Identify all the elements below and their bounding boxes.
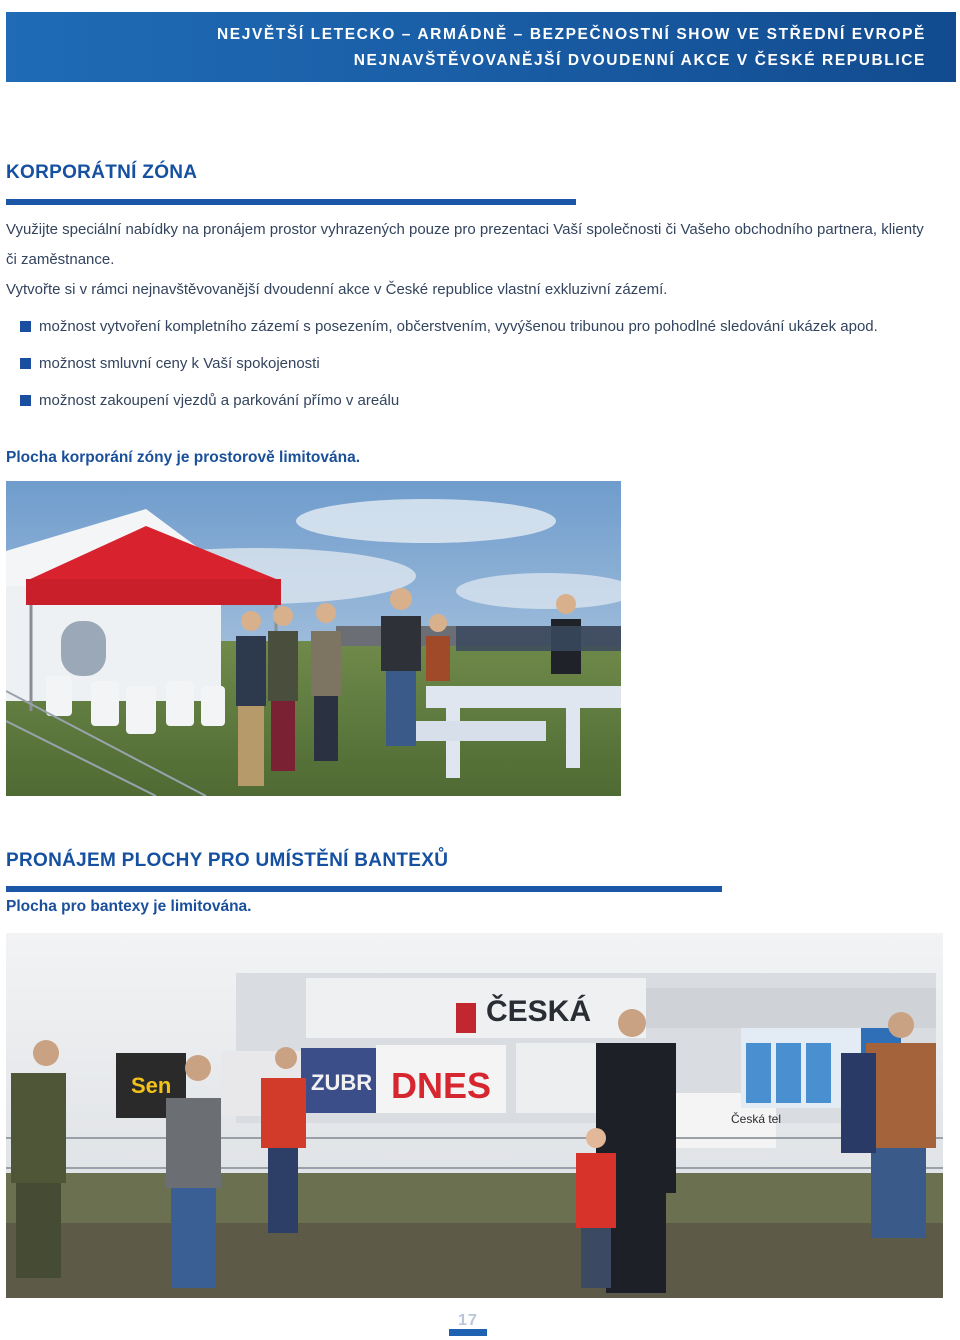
- page-number: 17: [458, 1312, 478, 1329]
- photo-banner-area: [6, 933, 943, 1298]
- bullet-text: možnost vytvoření kompletního zázemí s posezením, občerstvením, vyvýšenou tribunou pro pohodlné sledování ukázek apod.: [39, 318, 878, 335]
- banner-sign-text: ZUBR: [311, 1070, 373, 1095]
- page-number-bar: [449, 1329, 487, 1336]
- header-banner: [6, 12, 956, 82]
- bullet-square-icon: [20, 395, 31, 406]
- header-tagline-1: NEJVĚTŠÍ LETECKO – ARMÁDNĚ – BEZPEČNOSTNÍ SHOW VE STŘEDNÍ EVROPĚ: [217, 26, 926, 43]
- bullet-square-icon: [20, 321, 31, 332]
- section-divider: [6, 886, 722, 892]
- section-title-corporate-zone: KORPORÁTNÍ ZÓNA: [6, 162, 198, 183]
- limit-note: Plocha korporání zóny je prostorově limitována.: [6, 449, 360, 466]
- section-title-banner-rental: PRONÁJEM PLOCHY PRO UMÍSTĚNÍ BANTEXŮ: [6, 850, 449, 871]
- bullet-text: možnost smluvní ceny k Vaší spokojenosti: [39, 355, 320, 372]
- intro-paragraph: Využijte speciální nabídky na pronájem prostor vyhrazených pouze pro prezentaci Vaší společnosti či Vašeho obchodního partnera, klienty či zaměstnance.: [6, 221, 924, 268]
- header-tagline-2: NEJNAVŠTĚVOVANĚJŠÍ DVOUDENNÍ AKCE V ČESKÉ REPUBLICE: [353, 52, 926, 69]
- truck-sign-text: ČESKÁ: [486, 995, 592, 1028]
- banner-sign-text: DNES: [391, 1065, 492, 1106]
- photo-corporate-zone: [6, 481, 621, 796]
- limit-note: Plocha pro bantexy je limitována.: [6, 898, 252, 915]
- bullet-item: [20, 355, 320, 372]
- section-divider: [6, 199, 576, 205]
- banner-sign-text: Sen: [131, 1073, 172, 1098]
- bullet-item: [20, 392, 399, 409]
- bullet-text: možnost zakoupení vjezdů a parkování přímo v areálu: [39, 392, 400, 409]
- van-sign-text: Česká tel: [731, 1112, 782, 1126]
- bullet-square-icon: [20, 358, 31, 369]
- bullet-item: [20, 318, 878, 335]
- intro-paragraph-2: Vytvořte si v rámci nejnavštěvovanější dvoudenní akce v České republice vlastní exkluzivní zázemí.: [6, 281, 668, 298]
